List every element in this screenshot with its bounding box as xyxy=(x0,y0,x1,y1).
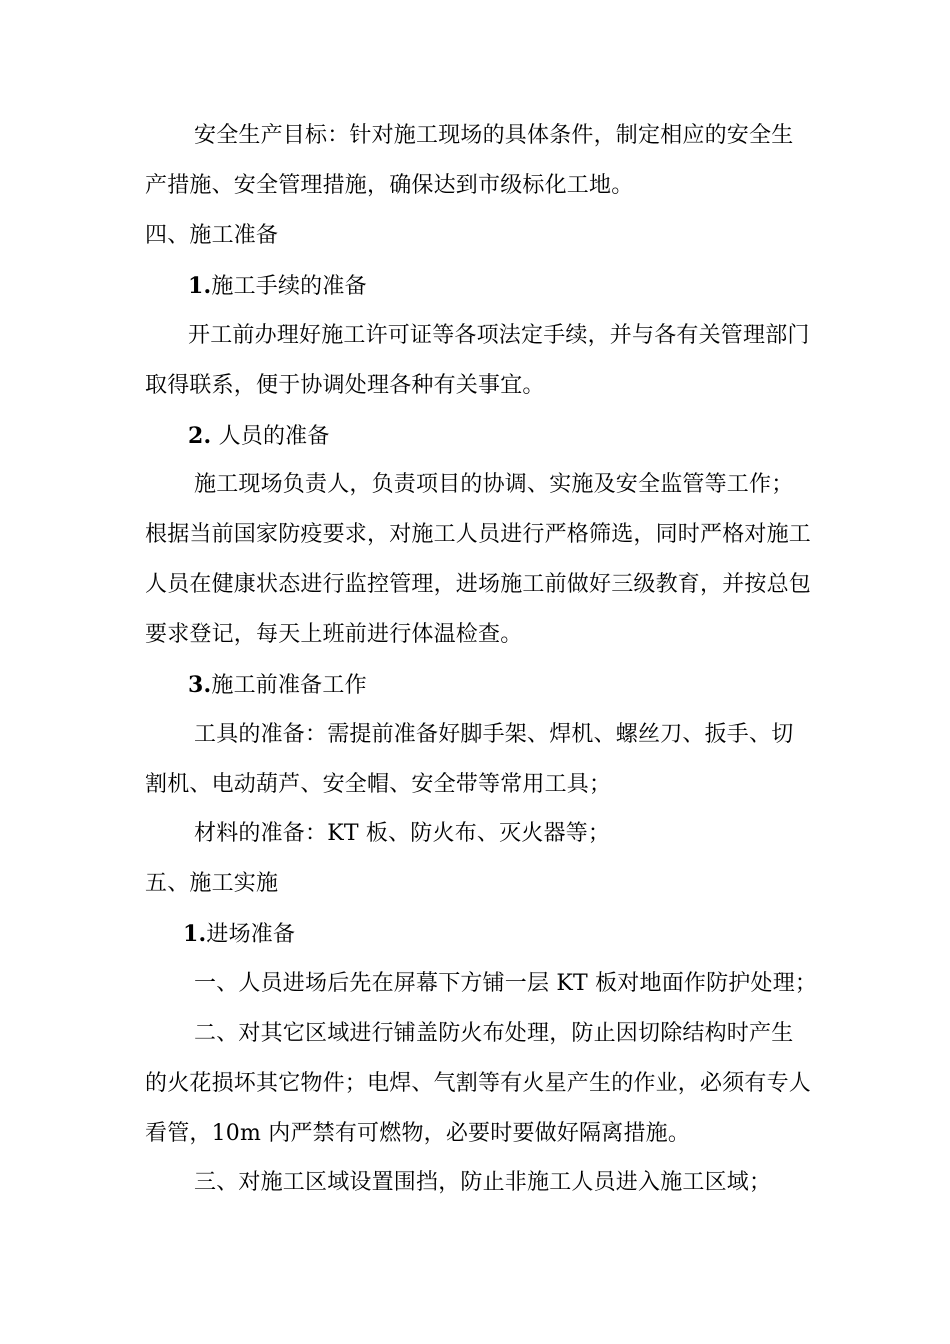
paragraph-personnel-line-4: 要求登记，每天上班前进行体温检查。 xyxy=(145,622,523,647)
paragraph-tools-line-2: 割机、电动葫芦、安全帽、安全带等常用工具； xyxy=(145,772,612,797)
paragraph-step-3: 三、对施工区域设置围挡，防止非施工人员进入施工区域； xyxy=(194,1170,772,1195)
paragraph-step-1: 一、人员进场后先在屏幕下方铺一层 KT 板对地面作防护处理； xyxy=(194,971,818,996)
subheading-number: 1. xyxy=(188,273,212,299)
subheading-personnel xyxy=(0,421,950,452)
subheading-site-entry xyxy=(0,919,950,950)
paragraph-materials: 材料的准备：KT 板、防火布、灭火器等； xyxy=(194,821,611,846)
paragraph-step-2-line-1: 二、对其它区域进行铺盖防火布处理，防止因切除结构时产生 xyxy=(194,1021,794,1046)
subheading-number: 3. xyxy=(188,672,212,698)
section-heading-5: 五、施工实施 xyxy=(145,871,279,896)
paragraph-personnel-line-2: 根据当前国家防疫要求，对施工人员进行严格筛选，同时严格对施工 xyxy=(145,522,812,547)
section-heading-4: 四、施工准备 xyxy=(145,223,279,248)
paragraph-step-2-line-2: 的火花损坏其它物件；电焊、气割等有火星产生的作业，必须有专人 xyxy=(145,1071,812,1096)
paragraph-personnel-line-3: 人员在健康状态进行监控管理，进场施工前做好三级教育，并按总包 xyxy=(145,572,812,597)
paragraph-personnel-line-1: 施工现场负责人，负责项目的协调、实施及安全监管等工作； xyxy=(194,472,794,497)
paragraph-step-2-line-3: 看管，10m 内严禁有可燃物，必要时要做好隔离措施。 xyxy=(145,1121,691,1146)
paragraph-safety-goal-line-2: 产措施、安全管理措施，确保达到市级标化工地。 xyxy=(145,173,634,198)
paragraph-permits-line-1: 开工前办理好施工许可证等各项法定手续，并与各有关管理部门 xyxy=(188,323,810,348)
subheading-permits xyxy=(0,271,950,302)
subheading-title: 施工手续的准备 xyxy=(211,274,367,299)
subheading-number: 1. xyxy=(183,921,207,947)
subheading-title: 人员的准备 xyxy=(211,424,330,449)
subheading-title: 进场准备 xyxy=(206,922,296,947)
paragraph-safety-goal-line-1: 安全生产目标：针对施工现场的具体条件，制定相应的安全生 xyxy=(194,123,794,148)
subheading-pre-construction xyxy=(0,670,950,701)
paragraph-tools-line-1: 工具的准备：需提前准备好脚手架、焊机、螺丝刀、扳手、切 xyxy=(194,722,794,747)
subheading-number: 2. xyxy=(188,423,212,449)
subheading-title: 施工前准备工作 xyxy=(211,673,367,698)
paragraph-permits-line-2: 取得联系，便于协调处理各种有关事宜。 xyxy=(145,373,545,398)
